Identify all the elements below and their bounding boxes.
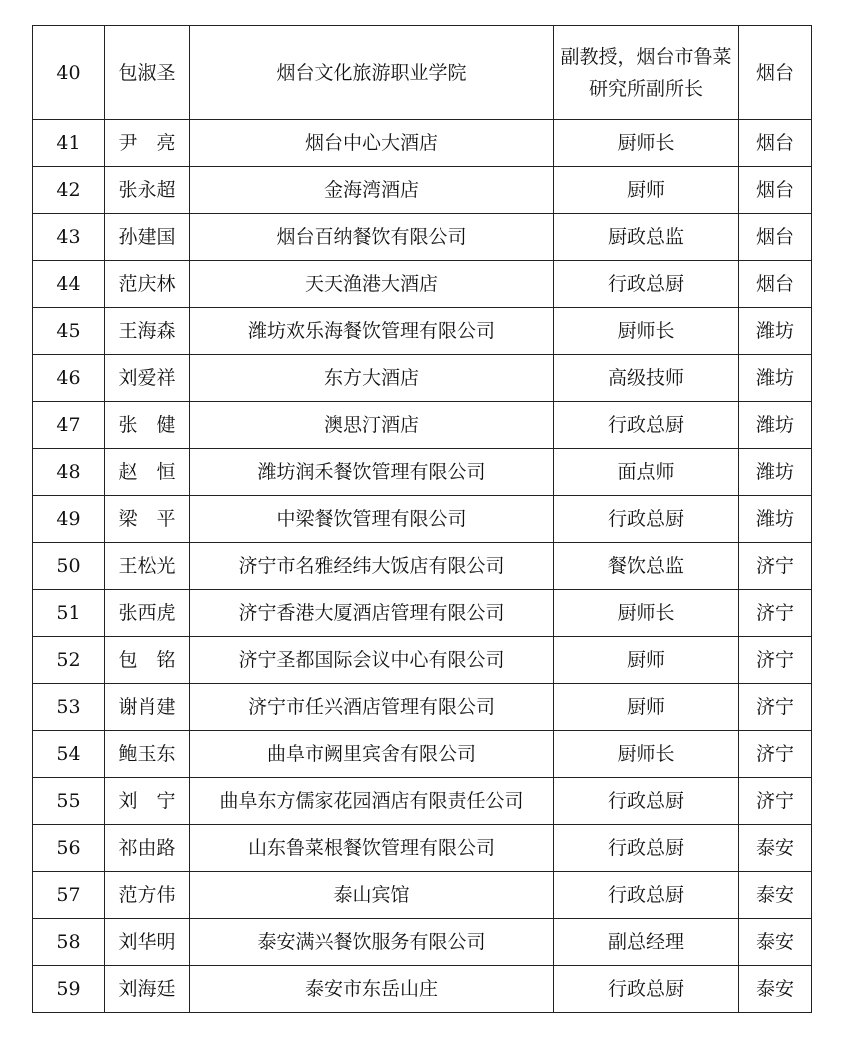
table-row — [33, 355, 812, 402]
row-number: 44 — [33, 261, 105, 308]
organization: 山东鲁菜根餐饮管理有限公司 — [190, 825, 554, 872]
person-name: 刘华明 — [105, 919, 190, 966]
table-row — [33, 543, 812, 590]
row-number: 55 — [33, 778, 105, 825]
table-row — [33, 731, 812, 778]
job-title: 行政总厨 — [554, 966, 739, 1013]
row-number: 58 — [33, 919, 105, 966]
organization: 烟台百纳餐饮有限公司 — [190, 214, 554, 261]
city: 泰安 — [739, 825, 812, 872]
person-name: 包 铭 — [105, 637, 190, 684]
row-number: 41 — [33, 120, 105, 167]
job-title: 厨政总监 — [554, 214, 739, 261]
organization: 澳思汀酒店 — [190, 402, 554, 449]
organization: 潍坊润禾餐饮管理有限公司 — [190, 449, 554, 496]
row-number: 40 — [33, 26, 105, 120]
table-row — [33, 966, 812, 1013]
organization: 济宁圣都国际会议中心有限公司 — [190, 637, 554, 684]
person-name: 尹 亮 — [105, 120, 190, 167]
organization: 潍坊欢乐海餐饮管理有限公司 — [190, 308, 554, 355]
row-number: 46 — [33, 355, 105, 402]
city: 烟台 — [739, 214, 812, 261]
roster-body — [33, 26, 812, 1013]
row-number: 59 — [33, 966, 105, 1013]
person-name: 刘 宁 — [105, 778, 190, 825]
job-title: 厨师 — [554, 637, 739, 684]
job-title: 行政总厨 — [554, 872, 739, 919]
job-title: 厨师长 — [554, 308, 739, 355]
job-title: 高级技师 — [554, 355, 739, 402]
city: 烟台 — [739, 120, 812, 167]
table-row — [33, 449, 812, 496]
job-title: 餐饮总监 — [554, 543, 739, 590]
table-row — [33, 402, 812, 449]
person-name: 包淑圣 — [105, 26, 190, 120]
person-name: 刘爱祥 — [105, 355, 190, 402]
organization: 曲阜东方儒家花园酒店有限责任公司 — [190, 778, 554, 825]
table-row — [33, 590, 812, 637]
person-name: 王松光 — [105, 543, 190, 590]
job-title: 厨师长 — [554, 590, 739, 637]
city: 泰安 — [739, 919, 812, 966]
row-number: 53 — [33, 684, 105, 731]
table-row — [33, 684, 812, 731]
organization: 泰山宾馆 — [190, 872, 554, 919]
table-row — [33, 261, 812, 308]
table-row — [33, 825, 812, 872]
city: 潍坊 — [739, 449, 812, 496]
table-row — [33, 778, 812, 825]
table-row — [33, 496, 812, 543]
row-number: 49 — [33, 496, 105, 543]
table-row — [33, 167, 812, 214]
city: 济宁 — [739, 637, 812, 684]
organization: 东方大酒店 — [190, 355, 554, 402]
organization: 中梁餐饮管理有限公司 — [190, 496, 554, 543]
person-name: 鲍玉东 — [105, 731, 190, 778]
city: 济宁 — [739, 590, 812, 637]
city: 烟台 — [739, 167, 812, 214]
organization: 济宁市任兴酒店管理有限公司 — [190, 684, 554, 731]
person-name: 赵 恒 — [105, 449, 190, 496]
organization: 泰安市东岳山庄 — [190, 966, 554, 1013]
job-title: 厨师长 — [554, 731, 739, 778]
organization: 烟台中心大酒店 — [190, 120, 554, 167]
organization: 天天渔港大酒店 — [190, 261, 554, 308]
table-row — [33, 872, 812, 919]
person-name: 张 健 — [105, 402, 190, 449]
table-row — [33, 637, 812, 684]
table-row — [33, 919, 812, 966]
job-title: 厨师长 — [554, 120, 739, 167]
table-row — [33, 214, 812, 261]
job-title: 面点师 — [554, 449, 739, 496]
row-number: 56 — [33, 825, 105, 872]
job-title: 行政总厨 — [554, 825, 739, 872]
job-title: 副教授，烟台市鲁菜研究所副所长 — [554, 26, 739, 120]
person-name: 祁由路 — [105, 825, 190, 872]
table-row — [33, 120, 812, 167]
person-name: 范方伟 — [105, 872, 190, 919]
city: 泰安 — [739, 872, 812, 919]
job-title: 行政总厨 — [554, 402, 739, 449]
job-title: 行政总厨 — [554, 496, 739, 543]
organization: 济宁市名雅经纬大饭店有限公司 — [190, 543, 554, 590]
organization: 济宁香港大厦酒店管理有限公司 — [190, 590, 554, 637]
table-row — [33, 26, 812, 120]
roster-table — [32, 25, 812, 1013]
city: 烟台 — [739, 26, 812, 120]
job-title: 副总经理 — [554, 919, 739, 966]
person-name: 梁 平 — [105, 496, 190, 543]
job-title: 厨师 — [554, 167, 739, 214]
person-name: 刘海廷 — [105, 966, 190, 1013]
city: 潍坊 — [739, 402, 812, 449]
organization: 金海湾酒店 — [190, 167, 554, 214]
organization: 曲阜市阙里宾舍有限公司 — [190, 731, 554, 778]
job-title: 厨师 — [554, 684, 739, 731]
row-number: 43 — [33, 214, 105, 261]
row-number: 52 — [33, 637, 105, 684]
row-number: 51 — [33, 590, 105, 637]
job-title: 行政总厨 — [554, 778, 739, 825]
organization: 烟台文化旅游职业学院 — [190, 26, 554, 120]
row-number: 45 — [33, 308, 105, 355]
row-number: 42 — [33, 167, 105, 214]
job-title: 行政总厨 — [554, 261, 739, 308]
person-name: 谢肖建 — [105, 684, 190, 731]
person-name: 王海森 — [105, 308, 190, 355]
row-number: 50 — [33, 543, 105, 590]
city: 济宁 — [739, 731, 812, 778]
organization: 泰安满兴餐饮服务有限公司 — [190, 919, 554, 966]
person-name: 范庆林 — [105, 261, 190, 308]
person-name: 张西虎 — [105, 590, 190, 637]
table-row — [33, 308, 812, 355]
row-number: 47 — [33, 402, 105, 449]
city: 潍坊 — [739, 308, 812, 355]
city: 济宁 — [739, 684, 812, 731]
row-number: 54 — [33, 731, 105, 778]
city: 潍坊 — [739, 496, 812, 543]
person-name: 孙建国 — [105, 214, 190, 261]
city: 济宁 — [739, 543, 812, 590]
city: 烟台 — [739, 261, 812, 308]
person-name: 张永超 — [105, 167, 190, 214]
city: 潍坊 — [739, 355, 812, 402]
city: 泰安 — [739, 966, 812, 1013]
row-number: 48 — [33, 449, 105, 496]
city: 济宁 — [739, 778, 812, 825]
row-number: 57 — [33, 872, 105, 919]
